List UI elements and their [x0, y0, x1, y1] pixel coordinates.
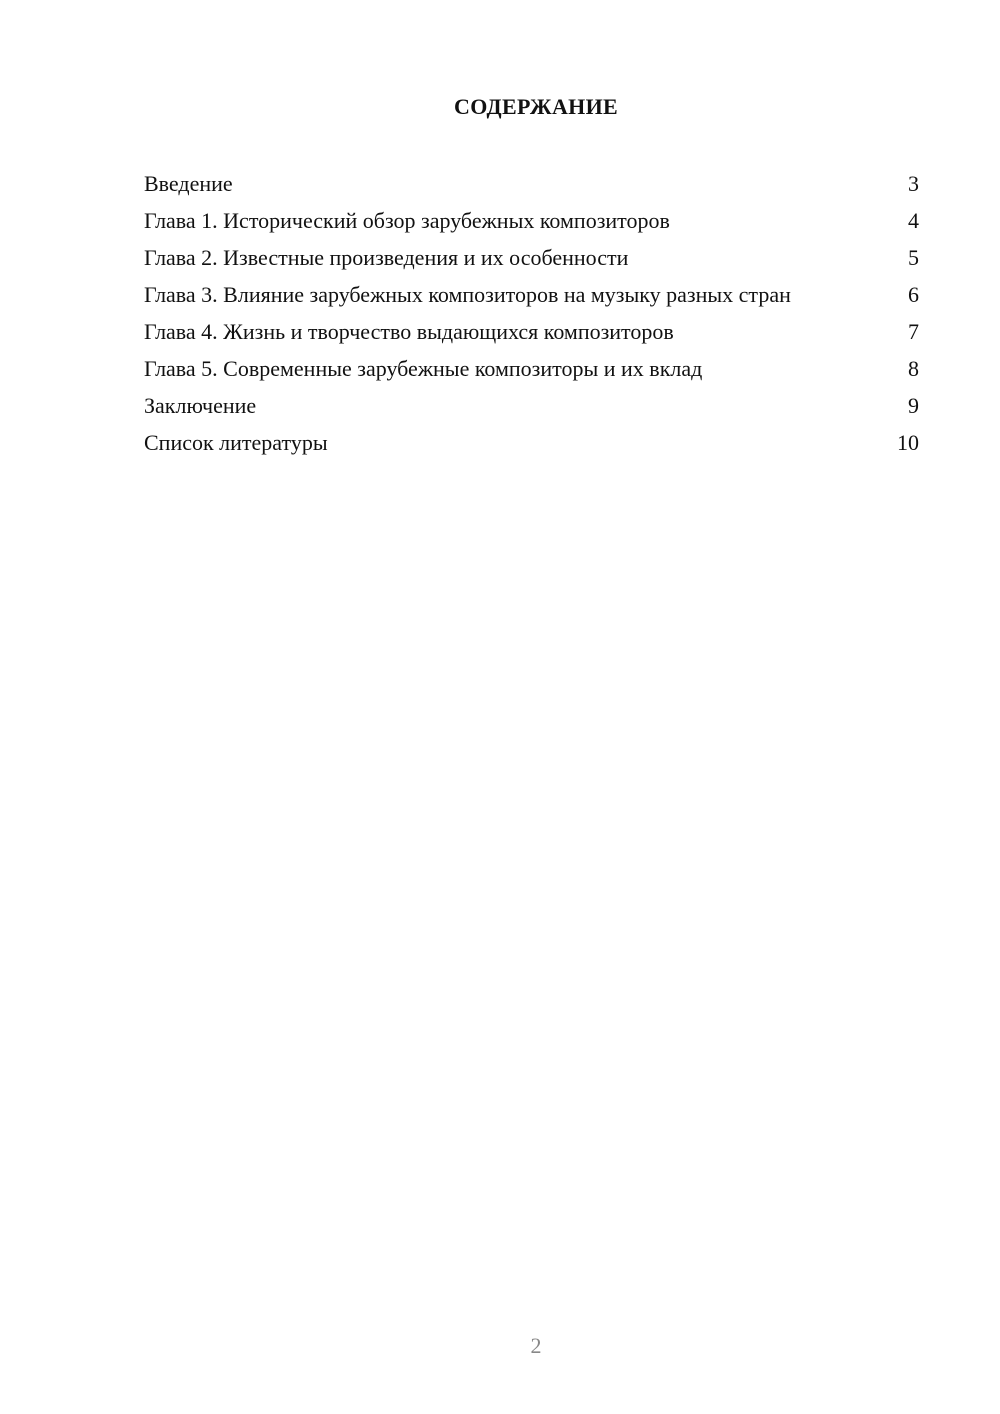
toc-entry-label: Глава 5. Современные зарубежные композиторы и их вклад — [144, 356, 703, 381]
toc-entry-page: 3 — [908, 171, 919, 196]
toc-entry-conclusion — [144, 392, 919, 419]
toc-title: СОДЕРЖАНИЕ — [454, 94, 618, 119]
toc-entry-page: 9 — [908, 393, 919, 418]
toc-entry-references — [144, 429, 919, 456]
toc-entry-chapter-4 — [144, 318, 919, 345]
toc-entry-page: 5 — [908, 245, 919, 270]
toc-entry-chapter-5 — [144, 355, 919, 382]
toc-entry-page: 7 — [908, 319, 919, 344]
toc-entry-label: Глава 2. Известные произведения и их особенности — [144, 245, 629, 270]
toc-entry-page: 6 — [908, 282, 919, 307]
toc-entry-chapter-1 — [144, 207, 919, 234]
toc-entry-introduction — [144, 170, 919, 197]
toc-entry-chapter-2 — [144, 244, 919, 271]
toc-entry-page: 4 — [908, 208, 919, 233]
toc-entry-page: 10 — [897, 430, 919, 455]
table-of-contents — [144, 170, 919, 466]
toc-entry-label: Глава 4. Жизнь и творчество выдающихся композиторов — [144, 319, 674, 344]
toc-entry-label: Глава 1. Исторический обзор зарубежных композиторов — [144, 208, 670, 233]
toc-entry-page: 8 — [908, 356, 919, 381]
toc-entry-label: Глава 3. Влияние зарубежных композиторов на музыку разных стран — [144, 282, 791, 307]
toc-entry-label: Введение — [144, 171, 233, 196]
toc-entry-label: Заключение — [144, 393, 257, 418]
toc-entry-label: Список литературы — [144, 430, 328, 455]
page-number: 2 — [530, 1333, 542, 1358]
toc-entry-chapter-3 — [144, 281, 919, 308]
